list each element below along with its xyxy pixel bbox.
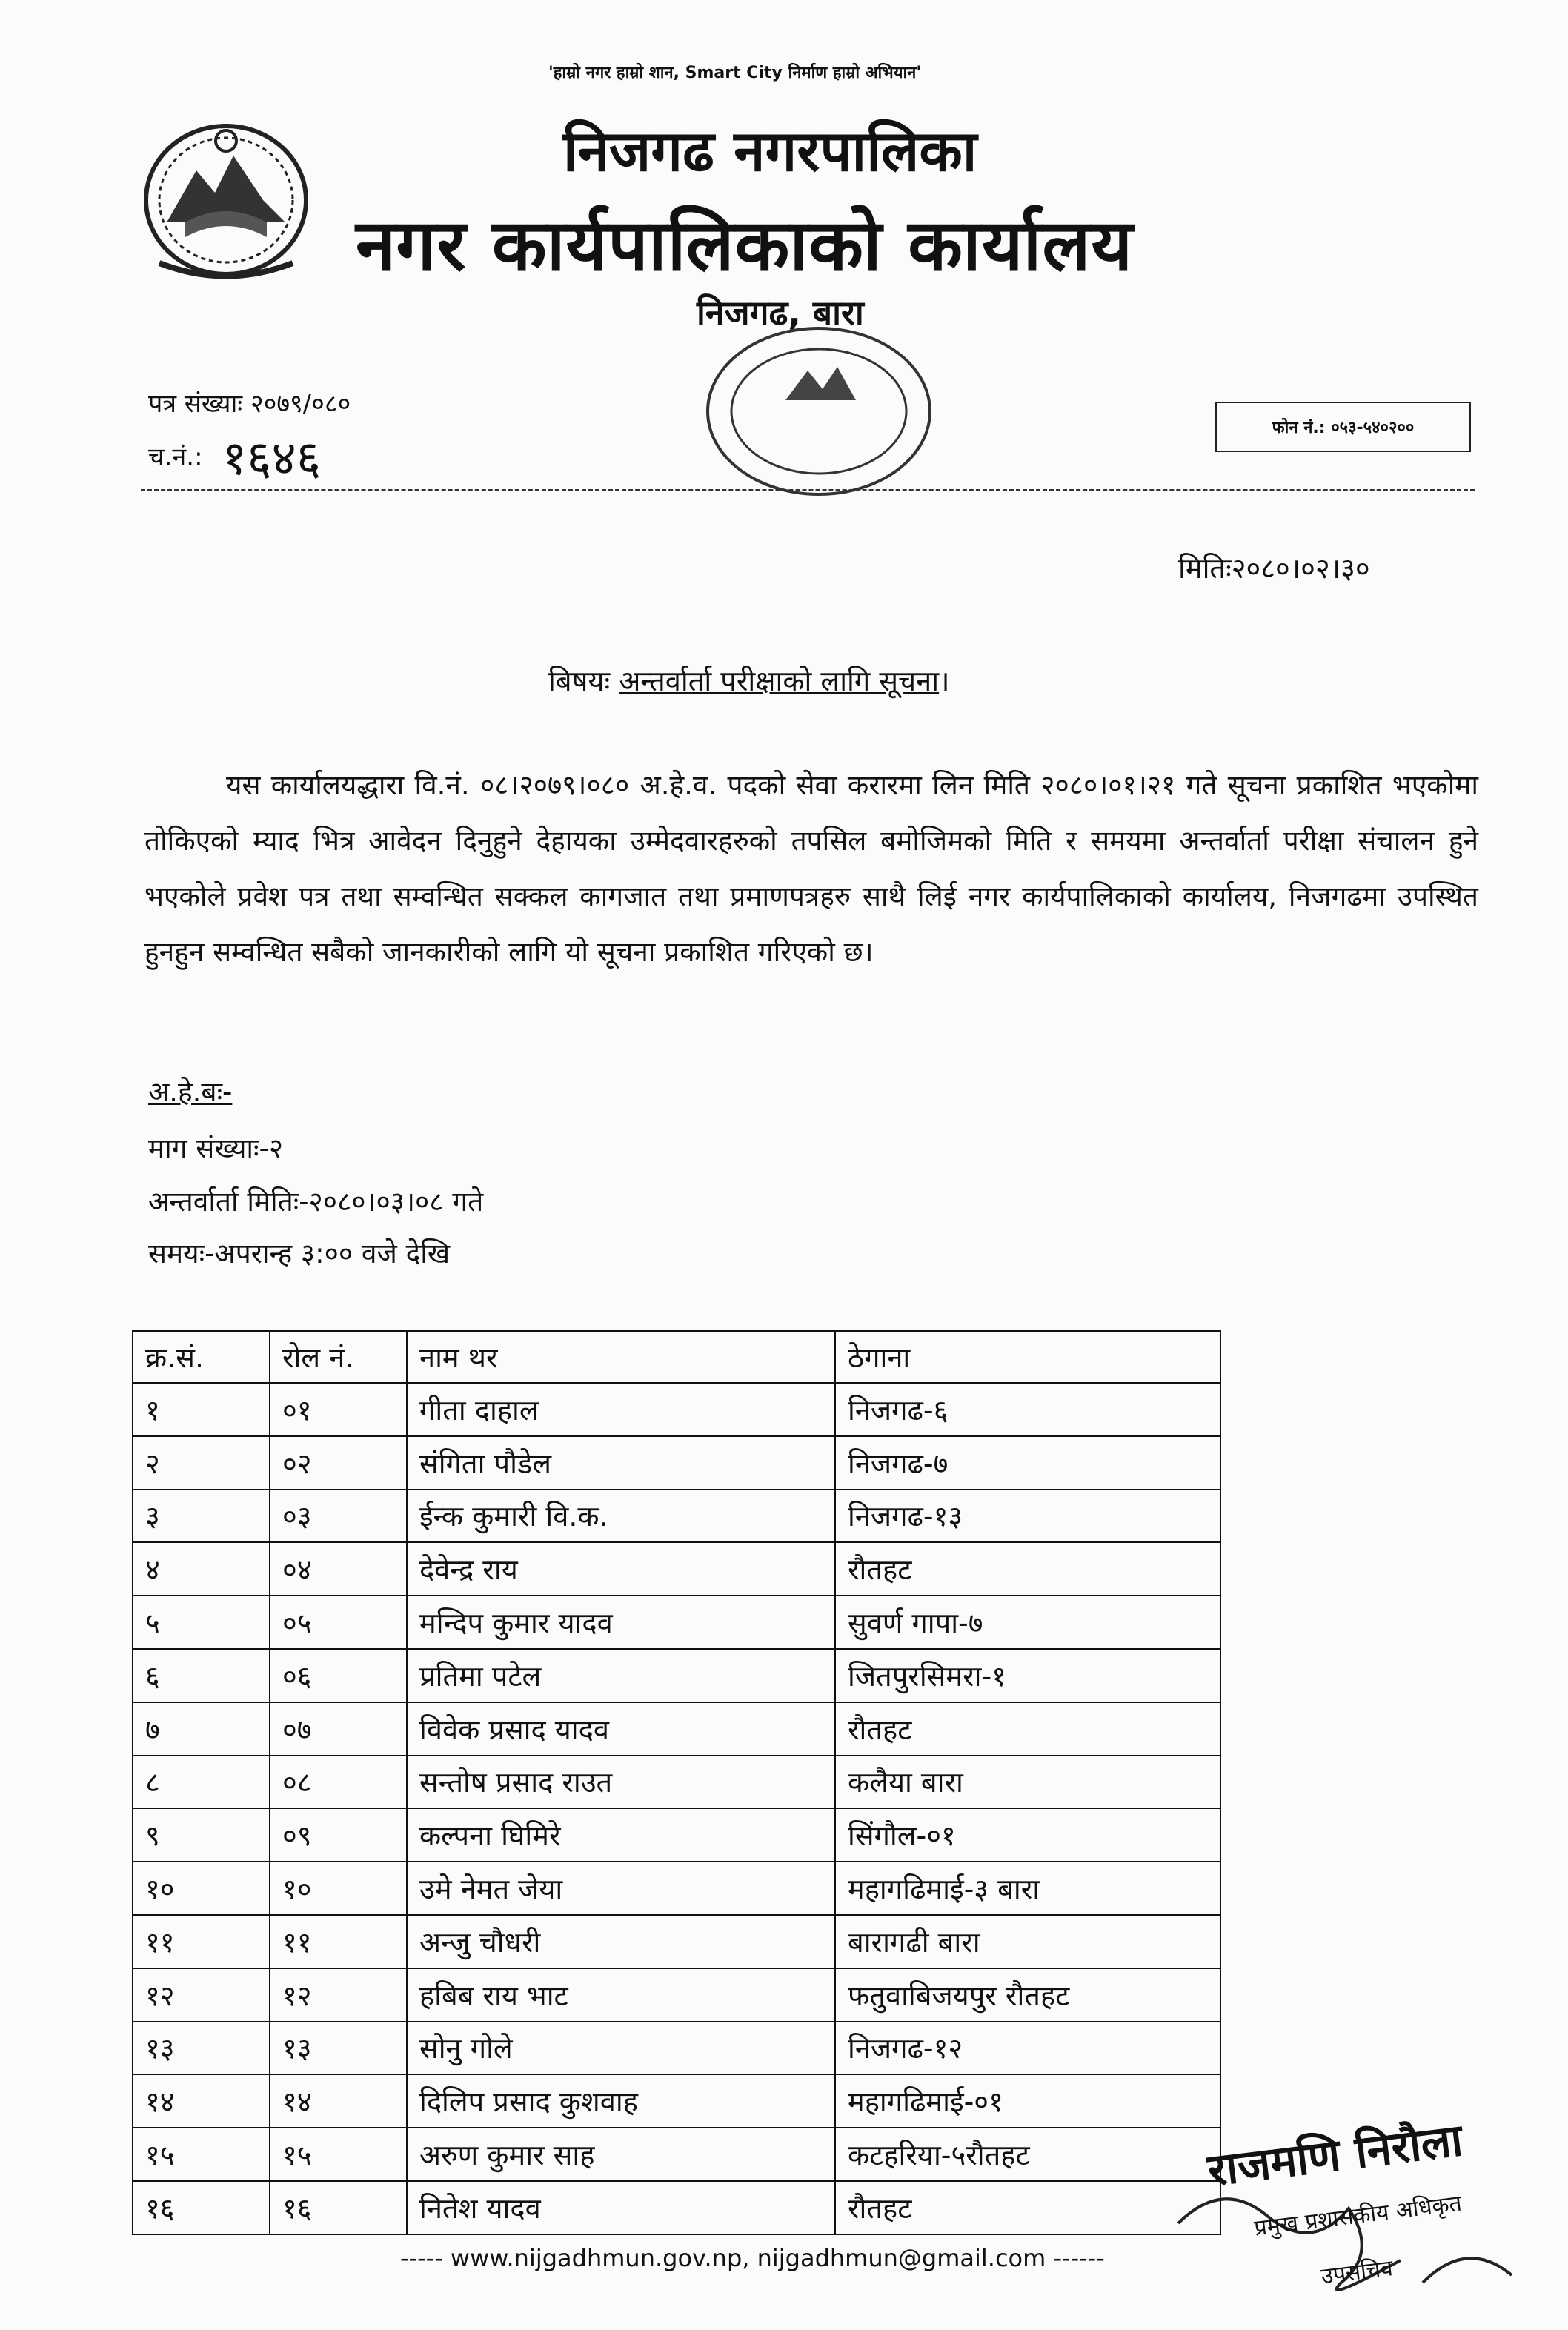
cell-serial: १६ bbox=[133, 2181, 270, 2234]
cell-roll: १५ bbox=[270, 2128, 407, 2181]
cell-name: कल्पना घिमिरे bbox=[407, 1808, 835, 1862]
candidate-table bbox=[132, 1330, 1221, 2235]
header-divider bbox=[141, 489, 1475, 491]
cell-serial: १० bbox=[133, 1862, 270, 1915]
cell-name: नितेश यादव bbox=[407, 2181, 835, 2234]
cell-roll: ०४ bbox=[270, 1542, 407, 1596]
table-row bbox=[133, 1862, 1220, 1915]
cell-name: मन्दिप कुमार यादव bbox=[407, 1596, 835, 1649]
cell-address: रौतहट bbox=[835, 1702, 1220, 1756]
cell-address: रौतहट bbox=[835, 1542, 1220, 1596]
cell-serial: १३ bbox=[133, 2022, 270, 2075]
cell-serial: ६ bbox=[133, 1649, 270, 1702]
office-stamp bbox=[697, 319, 941, 504]
office-location: निजगढ, बारा bbox=[697, 293, 864, 333]
cell-address: कलैया बारा bbox=[835, 1756, 1220, 1809]
stamp-seal-icon bbox=[697, 319, 941, 504]
dispatch-number: १६४६ bbox=[222, 431, 322, 486]
signatory-designation: उपसचिव bbox=[1319, 2255, 1395, 2290]
cell-address: सुवर्ण गापा-७ bbox=[835, 1596, 1220, 1649]
cell-roll: ०८ bbox=[270, 1756, 407, 1809]
cell-address: महागढिमाई-०१ bbox=[835, 2074, 1220, 2128]
cell-serial: १५ bbox=[133, 2128, 270, 2181]
table-row bbox=[133, 1756, 1220, 1809]
header-address: ठेगाना bbox=[835, 1331, 1220, 1383]
table-row bbox=[133, 2128, 1220, 2181]
cell-serial: ५ bbox=[133, 1596, 270, 1649]
cell-address: निजगढ-१२ bbox=[835, 2022, 1220, 2075]
header-roll: रोल नं. bbox=[270, 1331, 407, 1383]
table-row bbox=[133, 1968, 1220, 2022]
cell-roll: १२ bbox=[270, 1968, 407, 2022]
cell-name: सन्तोष प्रसाद राउत bbox=[407, 1756, 835, 1809]
signatory-name: राजमणि निरौला bbox=[1205, 2114, 1466, 2197]
cell-address: सिंगौल-०१ bbox=[835, 1808, 1220, 1862]
table-row bbox=[133, 2074, 1220, 2128]
cell-address: निजगढ-६ bbox=[835, 1383, 1220, 1436]
cell-address: जितपुरसिमरा-१ bbox=[835, 1649, 1220, 1702]
footer-contact: ----- www.nijgadhmun.gov.np, nijgadhmun@gmail.com ------ bbox=[400, 2244, 1105, 2272]
table-row bbox=[133, 2181, 1220, 2234]
table-row bbox=[133, 1383, 1220, 1436]
cell-roll: ०३ bbox=[270, 1490, 407, 1543]
cell-roll: १४ bbox=[270, 2074, 407, 2128]
interview-date: अन्तर्वार्ता मितिः-२०८०।०३।०८ गते bbox=[148, 1186, 484, 1218]
table-row bbox=[133, 1808, 1220, 1862]
cell-roll: ०५ bbox=[270, 1596, 407, 1649]
post-title: अ.हे.बः- bbox=[148, 1076, 233, 1108]
cell-serial: ४ bbox=[133, 1542, 270, 1596]
notice-paragraph: यस कार्यालयद्धारा वि.नं. ०८।२०७९।०८० अ.हे.व. पदको सेवा करारमा लिन मिति २०८०।०१।२१ गते सूचना प्रकाशित भएकोमा तोकिएको म्याद भित्र आवेदन दिनुहुने देहायका उम्मेदवारहरुको तपसिल बमोजिमको मिति र समयमा अन्तर्वार्ता परीक्षा संचालन हुने भएकोले प्रवेश पत्र तथा सम्वन्धित सक्कल कागजात तथा प्रमाणपत्रहरु साथै लिई नगर कार्यपालिकाको कार्यालय, निजगढमा उपस्थित हुनहुन सम्वन्धित सबैको जानकारीको लागि यो सूचना प्रकाशित गरिएको छ। bbox=[144, 769, 1478, 968]
table-row bbox=[133, 1596, 1220, 1649]
table-row bbox=[133, 1436, 1220, 1490]
cell-roll: ०६ bbox=[270, 1649, 407, 1702]
table-row bbox=[133, 1649, 1220, 1702]
letter-date: मितिः२०८०।०२।३० bbox=[1178, 552, 1370, 585]
header-name: नाम थर bbox=[407, 1331, 835, 1383]
table-body bbox=[133, 1383, 1220, 2234]
cell-roll: ०९ bbox=[270, 1808, 407, 1862]
cell-address: बारागढी बारा bbox=[835, 1915, 1220, 1968]
cell-roll: ०२ bbox=[270, 1436, 407, 1490]
cell-name: अन्जु चौधरी bbox=[407, 1915, 835, 1968]
cell-serial: ९ bbox=[133, 1808, 270, 1862]
cell-name: गीता दाहाल bbox=[407, 1383, 835, 1436]
phone-box: फोन नं.: ०५३-५४०२०० bbox=[1215, 402, 1471, 452]
cell-address: निजगढ-७ bbox=[835, 1436, 1220, 1490]
table-row bbox=[133, 1542, 1220, 1596]
cell-serial: ३ bbox=[133, 1490, 270, 1543]
cell-roll: ०७ bbox=[270, 1702, 407, 1756]
cell-address: महागढिमाई-३ बारा bbox=[835, 1862, 1220, 1915]
cell-name: हबिब राय भाट bbox=[407, 1968, 835, 2022]
table-row bbox=[133, 1490, 1220, 1543]
header-serial: क्र.सं. bbox=[133, 1331, 270, 1383]
cell-name: उमे नेमत जेया bbox=[407, 1862, 835, 1915]
signatory-title: प्रमुख प्रशासकीय अधिकृत bbox=[1252, 2190, 1464, 2242]
cell-name: अरुण कुमार साह bbox=[407, 2128, 835, 2181]
nepal-emblem-icon bbox=[133, 111, 319, 285]
cell-roll: ११ bbox=[270, 1915, 407, 1968]
cell-serial: ७ bbox=[133, 1702, 270, 1756]
cell-address: निजगढ-१३ bbox=[835, 1490, 1220, 1543]
motto: 'हाम्रो नगर हाम्रो शान, Smart City निर्माण हाम्रो अभियान' bbox=[548, 64, 922, 82]
table-row bbox=[133, 2022, 1220, 2075]
org-name: निजगढ नगरपालिका bbox=[563, 118, 977, 184]
cell-name: देवेन्द्र राय bbox=[407, 1542, 835, 1596]
cell-name: दिलिप प्रसाद कुशवाह bbox=[407, 2074, 835, 2128]
cell-serial: १४ bbox=[133, 2074, 270, 2128]
cell-serial: १२ bbox=[133, 1968, 270, 2022]
cell-roll: ०१ bbox=[270, 1383, 407, 1436]
demand-count: माग संख्याः-२ bbox=[148, 1132, 284, 1164]
cell-serial: ११ bbox=[133, 1915, 270, 1968]
cell-roll: १३ bbox=[270, 2022, 407, 2075]
cell-name: ईन्क कुमारी वि.क. bbox=[407, 1490, 835, 1543]
cell-name: संगिता पौडेल bbox=[407, 1436, 835, 1490]
cell-name: सोनु गोले bbox=[407, 2022, 835, 2075]
subject-end: । bbox=[939, 665, 950, 697]
cell-serial: १ bbox=[133, 1383, 270, 1436]
cell-serial: ८ bbox=[133, 1756, 270, 1809]
cell-name: विवेक प्रसाद यादव bbox=[407, 1702, 835, 1756]
subject-label: बिषयः bbox=[548, 665, 611, 697]
cell-roll: १६ bbox=[270, 2181, 407, 2234]
table-header-row bbox=[133, 1331, 1220, 1383]
cell-address: कटहरिया-५रौतहट bbox=[835, 2128, 1220, 2181]
cell-address: रौतहट bbox=[835, 2181, 1220, 2234]
office-name: नगर कार्यपालिकाको कार्यालय bbox=[356, 204, 1134, 287]
subject-line bbox=[548, 661, 950, 700]
letter-reference-number: पत्र संख्याः २०७९/०८० bbox=[148, 389, 351, 419]
cell-address: फतुवाबिजयपुर रौतहट bbox=[835, 1968, 1220, 2022]
table-row bbox=[133, 1915, 1220, 1968]
interview-time: समयः-अपरान्ह ३:०० वजे देखि bbox=[148, 1238, 451, 1269]
subject-text: अन्तर्वार्ता परीक्षाको लागि सूचना bbox=[619, 665, 940, 697]
cell-serial: २ bbox=[133, 1436, 270, 1490]
cell-name: प्रतिमा पटेल bbox=[407, 1649, 835, 1702]
dispatch-number-label: च.नं.: bbox=[148, 442, 203, 472]
table-row bbox=[133, 1702, 1220, 1756]
cell-roll: १० bbox=[270, 1862, 407, 1915]
